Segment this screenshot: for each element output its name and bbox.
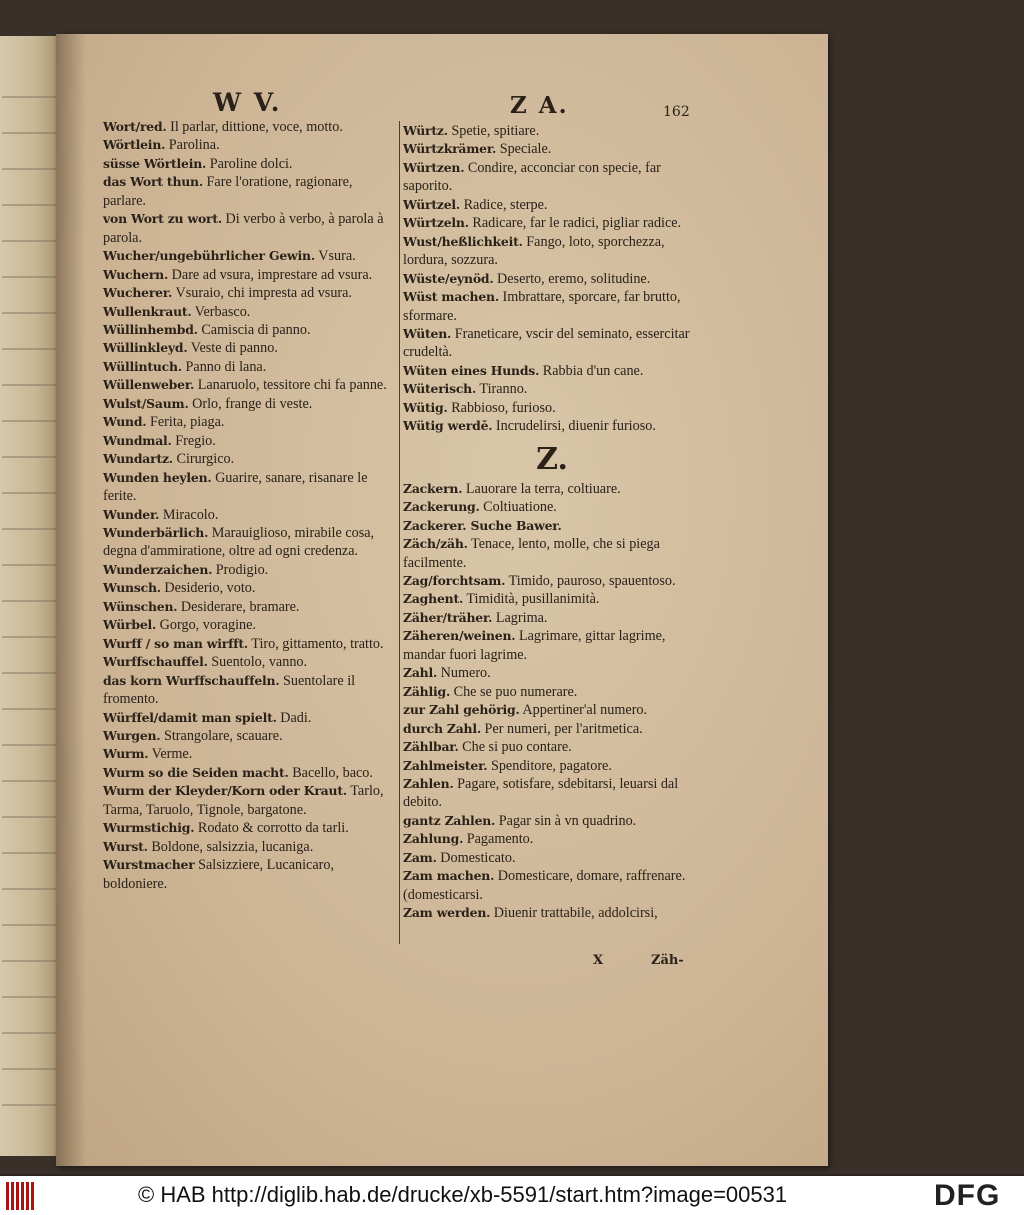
dictionary-entry xyxy=(103,561,395,579)
entry-translation: Verbasco. xyxy=(191,303,251,320)
entry-translation: Lagrimare, gittar lagrime, mandar fuori lagrime. xyxy=(403,628,666,663)
ghost-text-line xyxy=(2,384,58,394)
entry-headword: Wust/heßlichkeit. xyxy=(403,233,523,249)
entry-translation: Paroline dolci. xyxy=(206,155,293,172)
dictionary-entry xyxy=(403,701,701,719)
ghost-text-line xyxy=(2,996,58,1006)
entry-translation: Pagar sin à vn quadrino. xyxy=(495,812,637,829)
dictionary-entry xyxy=(403,572,701,590)
ghost-text-line xyxy=(2,1104,58,1114)
entry-translation: Che si puo contare. xyxy=(458,739,572,756)
dictionary-entry xyxy=(403,757,701,775)
entry-translation: Domesticato. xyxy=(436,849,516,866)
ghost-text-line xyxy=(2,456,58,466)
catchword: Zäh- xyxy=(651,953,684,968)
entry-translation: Desiderio, voto. xyxy=(160,580,256,597)
ghost-text-line xyxy=(2,564,58,574)
entry-headword: Wüst machen. xyxy=(403,289,499,305)
entry-headword: Wüllenweber. xyxy=(103,377,195,393)
ghost-text-line xyxy=(2,204,58,214)
entry-translation: Franeticare, vscir del seminato, essercitar crudeltà. xyxy=(403,325,690,361)
dfg-logo: DFG xyxy=(934,1179,1001,1212)
entry-headword: Wüllinkleyd. xyxy=(103,340,188,356)
right-column-z-entries xyxy=(403,480,701,923)
entry-headword: Würtzel. xyxy=(403,196,461,212)
entry-headword: Wort/red. xyxy=(103,119,167,134)
entry-headword: Wund. xyxy=(103,414,147,430)
entry-headword: Wunder. xyxy=(103,506,160,522)
entry-headword: Würffel/damit man spielt. xyxy=(103,709,277,725)
ghost-text-line xyxy=(2,960,58,970)
entry-translation: Suentolo, vanno. xyxy=(207,654,308,671)
ghost-text-line xyxy=(2,96,58,106)
entry-headword: Würtzkrämer. xyxy=(403,141,497,157)
dictionary-entry xyxy=(403,849,701,867)
footer-bar xyxy=(0,1176,1024,1215)
entry-headword: Zackerer. Suche Bawer. xyxy=(403,517,562,533)
entry-translation: Coltiuatione. xyxy=(479,499,557,516)
dictionary-entry xyxy=(403,214,701,232)
entry-translation: Prodigio. xyxy=(212,561,269,578)
entry-translation: Diuenir trattabile, addolcirsi, xyxy=(490,905,658,922)
entry-headword: Zahlen. xyxy=(403,775,454,791)
entry-translation: Pagamento. xyxy=(463,831,534,848)
entry-headword: Zählbar. xyxy=(403,739,459,755)
dictionary-entry xyxy=(103,432,395,450)
dictionary-entry xyxy=(103,672,395,709)
entry-translation: Tiro, gittamento, tratto. xyxy=(247,635,384,652)
signature-mark: X xyxy=(593,953,604,968)
entry-headword: Würbel. xyxy=(103,617,157,633)
dictionary-entry xyxy=(403,399,701,417)
dictionary-entry xyxy=(103,653,395,671)
ghost-text-line xyxy=(2,636,58,646)
entry-headword: Wüten eines Hunds. xyxy=(403,362,540,378)
entry-translation: Gorgo, voragine. xyxy=(156,617,256,634)
dictionary-entry xyxy=(103,524,395,561)
hab-logo-icon xyxy=(6,1182,36,1210)
entry-headword: Wüste/eynöd. xyxy=(403,270,494,286)
dictionary-entry xyxy=(403,535,701,572)
dictionary-entry xyxy=(103,413,395,431)
running-head-right: Z A. xyxy=(510,92,569,119)
dictionary-entry xyxy=(103,173,395,210)
entry-translation: Verme. xyxy=(148,746,193,763)
entry-translation: Tarlo, Tarma, Taruolo, Tignole, bargatone. xyxy=(103,783,384,818)
entry-translation: Di verbo à verbo, à parola à parola. xyxy=(103,211,384,246)
dictionary-entry xyxy=(103,395,395,413)
dictionary-entry xyxy=(103,616,395,634)
entry-headword: Wurstmacher xyxy=(103,857,195,873)
entry-headword: Wurm. xyxy=(103,746,149,762)
entry-headword: Zag/forchtsam. xyxy=(403,572,506,588)
entry-headword: gantz Zahlen. xyxy=(403,812,496,828)
entry-headword: Wurm der Kleyder/Korn oder Kraut. xyxy=(103,783,347,799)
entry-translation: Appertiner'al numero. xyxy=(519,702,648,719)
entry-headword: süsse Wörtlein. xyxy=(103,155,207,171)
entry-translation: Dadi. xyxy=(276,709,312,726)
dictionary-entry xyxy=(103,376,395,394)
entry-translation: Lagrima. xyxy=(492,609,548,626)
entry-headword: Wüllintuch. xyxy=(103,358,182,374)
entry-headword: Zackern. xyxy=(403,480,463,496)
entry-headword: Wullenkraut. xyxy=(103,303,192,319)
ghost-text-line xyxy=(2,924,58,934)
dictionary-entry xyxy=(403,664,701,682)
ghost-text-line xyxy=(2,708,58,718)
entry-headword: Zahlung. xyxy=(403,831,464,847)
entry-translation: Ferita, piaga. xyxy=(146,414,225,431)
entry-headword: das korn Wurffschauffeln. xyxy=(103,672,280,688)
column-rule xyxy=(399,121,400,944)
ghost-text-line xyxy=(2,852,58,862)
entry-translation: Per numeri, per l'aritmetica. xyxy=(480,720,643,737)
entry-headword: Würtzeln. xyxy=(403,215,469,231)
dictionary-entry xyxy=(403,325,701,362)
dictionary-entry xyxy=(403,867,701,904)
entry-headword: Wurgen. xyxy=(103,727,161,743)
entry-headword: Wunderzaichen. xyxy=(103,561,213,577)
dictionary-entry xyxy=(103,782,395,819)
entry-headword: Würtzen. xyxy=(403,159,465,175)
entry-headword: Wurst. xyxy=(103,838,148,854)
entry-translation: Tenace, lento, molle, che si piega facilmente. xyxy=(403,536,660,571)
entry-translation: Dare ad vsura, imprestare ad vsura. xyxy=(168,266,373,283)
dictionary-entry xyxy=(403,627,701,664)
entry-headword: Zäch/zäh. xyxy=(403,536,468,552)
entry-headword: Wunderbärlich. xyxy=(103,524,209,540)
entry-headword: Zam. xyxy=(403,849,437,865)
dictionary-entry xyxy=(403,904,701,922)
dictionary-entry xyxy=(103,838,395,856)
ghost-text-line xyxy=(2,348,58,358)
dictionary-entry xyxy=(403,720,701,738)
entry-translation: Speciale. xyxy=(496,141,552,158)
entry-headword: Zackerung. xyxy=(403,499,480,515)
ghost-text-line xyxy=(2,780,58,790)
entry-headword: zur Zahl gehörig. xyxy=(403,702,520,718)
ghost-text-line xyxy=(2,888,58,898)
dictionary-entry xyxy=(103,210,395,247)
entry-headword: Zahlmeister. xyxy=(403,757,488,773)
ghost-text-line xyxy=(2,276,58,286)
entry-headword: Wörtlein. xyxy=(103,137,166,153)
dictionary-entry xyxy=(103,856,395,893)
dictionary-entry xyxy=(103,339,395,357)
dictionary-entry xyxy=(103,579,395,597)
dictionary-entry xyxy=(403,480,701,498)
entry-headword: Zäher/träher. xyxy=(403,609,493,625)
entry-translation: Marauiglioso, mirabile cosa, degna d'ammiratione, oltre ad ogni credenza. xyxy=(103,524,375,560)
entry-translation: Strangolare, scauare. xyxy=(160,727,283,744)
dictionary-entry xyxy=(403,498,701,516)
entry-headword: Wucherer. xyxy=(103,285,173,301)
entry-headword: Zam werden. xyxy=(403,905,491,921)
entry-headword: das Wort thun. xyxy=(103,174,203,190)
logo-stripe xyxy=(31,1182,34,1210)
dictionary-entry xyxy=(403,140,701,158)
entry-translation: Cirurgico. xyxy=(172,451,235,468)
dictionary-entry xyxy=(103,358,395,376)
entry-translation: Pagare, sotisfare, sdebitarsi, leuarsi dal debito. xyxy=(403,775,679,811)
entry-headword: Wucher/ungebührlicher Gewin. xyxy=(103,248,315,264)
entry-headword: Wurff / so man wirfft. xyxy=(103,635,248,651)
entry-translation: Orlo, frange di veste. xyxy=(188,395,313,412)
entry-headword: Zahl. xyxy=(403,665,438,681)
entry-translation: Rabbioso, furioso. xyxy=(447,399,556,416)
entry-translation: Numero. xyxy=(437,665,491,682)
entry-translation: Spenditore, pagatore. xyxy=(487,757,612,774)
dictionary-entry xyxy=(103,506,395,524)
entry-translation: Boldone, salsizzia, lucaniga. xyxy=(147,838,314,855)
dictionary-entry xyxy=(103,819,395,837)
ghost-text-line xyxy=(2,672,58,682)
page-number: 162 xyxy=(663,104,690,120)
logo-stripe xyxy=(21,1182,24,1210)
entry-translation: Rabbia d'un cane. xyxy=(539,362,644,379)
entry-headword: Wüterisch. xyxy=(403,381,477,397)
dictionary-entry xyxy=(403,270,701,288)
logo-stripe xyxy=(16,1182,19,1210)
ghost-text-line xyxy=(2,1032,58,1042)
dictionary-entry xyxy=(103,745,395,763)
entry-headword: Wundartz. xyxy=(103,451,173,467)
dictionary-entry xyxy=(403,590,701,608)
dictionary-entry xyxy=(103,247,395,265)
dictionary-entry xyxy=(403,362,701,380)
entry-translation: Timido, pauroso, spauentoso. xyxy=(505,572,676,589)
entry-translation: Camiscia di panno. xyxy=(197,321,311,338)
ghost-text-line xyxy=(2,528,58,538)
dictionary-entry xyxy=(103,727,395,745)
dictionary-entry xyxy=(103,118,395,136)
dictionary-entry xyxy=(403,609,701,627)
footer-copyright-link[interactable]: © HAB http://diglib.hab.de/drucke/xb-5591/start.htm?image=00531 xyxy=(138,1182,788,1207)
entry-translation: Desiderare, bramare. xyxy=(177,598,300,615)
dictionary-entry xyxy=(103,155,395,173)
entry-translation: Radice, sterpe. xyxy=(460,196,548,213)
entry-translation: Panno di lana. xyxy=(181,358,267,375)
entry-headword: Wüllinhembd. xyxy=(103,321,198,337)
entry-headword: Würtz. xyxy=(403,123,448,138)
entry-headword: von Wort zu wort. xyxy=(103,211,222,227)
entry-translation: Timidità, pusillanimità. xyxy=(463,591,600,608)
ghost-text-line xyxy=(2,600,58,610)
entry-headword: Wünschen. xyxy=(103,598,178,614)
entry-headword: Zam machen. xyxy=(403,868,495,884)
entry-headword: Wunsch. xyxy=(103,580,161,596)
entry-translation: Bacello, baco. xyxy=(288,764,373,781)
entry-headword: Wunden heylen. xyxy=(103,469,212,485)
dictionary-entry xyxy=(403,380,701,398)
dictionary-entry xyxy=(103,469,395,506)
entry-translation: Il parlar, dittione, voce, motto. xyxy=(166,119,343,135)
entry-translation: Vsuraio, chi impresta ad vsura. xyxy=(172,285,352,302)
dictionary-entry xyxy=(403,683,701,701)
ghost-text-line xyxy=(2,420,58,430)
dictionary-entry xyxy=(103,635,395,653)
ghost-text-line xyxy=(2,168,58,178)
dictionary-entry xyxy=(403,812,701,830)
entry-headword: Wulst/Saum. xyxy=(103,395,189,411)
dictionary-entry xyxy=(103,764,395,782)
entry-translation: Domesticare, domare, raffrenare. (domesticarsi. xyxy=(403,868,686,903)
entry-headword: Wundmal. xyxy=(103,432,172,448)
entry-headword: Wurm so die Seiden macht. xyxy=(103,764,289,780)
ghost-text-line xyxy=(2,1068,58,1078)
entry-headword: Zaghent. xyxy=(403,591,464,607)
dictionary-entry xyxy=(103,321,395,339)
entry-translation: Suentolare il fromento. xyxy=(103,672,356,708)
entry-headword: Zäheren/weinen. xyxy=(403,628,516,644)
left-column xyxy=(103,118,395,893)
dictionary-entry xyxy=(403,159,701,196)
dictionary-entry xyxy=(403,196,701,214)
running-head-left: W V. xyxy=(213,88,282,117)
dictionary-entry xyxy=(103,136,395,154)
entry-translation: Imbrattare, sporcare, far brutto, sformare. xyxy=(403,289,681,324)
ghost-text-line xyxy=(2,816,58,826)
entry-translation: Fango, loto, sporchezza, lordura, sozzura. xyxy=(403,233,665,269)
ghost-text-line xyxy=(2,132,58,142)
dictionary-entry xyxy=(403,775,701,812)
page-gutter-shadow xyxy=(56,34,86,1166)
entry-headword: Wüten. xyxy=(403,325,452,341)
entry-translation: Veste di panno. xyxy=(187,340,278,357)
ghost-text-line xyxy=(2,240,58,250)
dictionary-entry xyxy=(103,266,395,284)
dictionary-entry xyxy=(403,233,701,270)
entry-translation: Incrudelirsi, diuenir furioso. xyxy=(492,418,656,435)
entry-translation: Guarire, sanare, risanare le ferite. xyxy=(103,469,368,505)
entry-headword: Wurffschauffel. xyxy=(103,654,208,670)
dictionary-entry xyxy=(103,284,395,302)
logo-stripe xyxy=(11,1182,14,1210)
dictionary-entry xyxy=(103,598,395,616)
entry-headword: Wütig werdē. xyxy=(403,418,493,434)
logo-stripe xyxy=(6,1182,9,1210)
entry-headword: Wurmstichig. xyxy=(103,820,195,836)
entry-translation: Parolina. xyxy=(165,137,220,154)
dictionary-entry xyxy=(403,830,701,848)
entry-translation: Vsura. xyxy=(314,248,356,265)
entry-headword: Wuchern. xyxy=(103,266,169,282)
dictionary-entry xyxy=(103,709,395,727)
entry-translation: Lauorare la terra, coltiuare. xyxy=(462,480,621,497)
right-column-w-entries xyxy=(403,122,701,436)
entry-translation: Deserto, eremo, solitudine. xyxy=(493,270,651,287)
entry-translation: Miracolo. xyxy=(159,506,219,523)
previous-page-edge xyxy=(0,36,62,1156)
section-letter-heading: Z. xyxy=(536,441,568,477)
ghost-text-line xyxy=(2,744,58,754)
entry-translation: Rodato & corrotto da tarli. xyxy=(194,820,349,837)
dictionary-entry xyxy=(403,417,701,435)
entry-translation: Lanaruolo, tessitore chi fa panne. xyxy=(194,377,387,394)
dictionary-entry xyxy=(103,450,395,468)
ghost-text-line xyxy=(2,492,58,502)
logo-stripe xyxy=(26,1182,29,1210)
entry-headword: durch Zahl. xyxy=(403,720,481,736)
ghost-text-line xyxy=(2,312,58,322)
dictionary-entry xyxy=(403,517,701,535)
entry-translation: Fare l'oratione, ragionare, parlare. xyxy=(103,174,353,209)
entry-translation: Radicare, far le radici, pigliar radice. xyxy=(468,215,682,232)
entry-translation: Spetie, spitiare. xyxy=(447,123,540,139)
right-column xyxy=(403,122,701,923)
entry-translation: Tiranno. xyxy=(476,381,528,398)
dictionary-entry xyxy=(103,303,395,321)
entry-translation: Condire, acconciar con specie, far saporito. xyxy=(403,159,661,195)
entry-translation: Salsizziere, Lucanicaro, boldoniere. xyxy=(103,857,334,892)
dictionary-entry xyxy=(403,288,701,325)
dictionary-entry xyxy=(403,122,701,140)
entry-headword: Zählig. xyxy=(403,683,451,699)
entry-translation: Che se puo numerare. xyxy=(450,683,578,700)
entry-translation: Fregio. xyxy=(171,432,216,449)
entry-headword: Wütig. xyxy=(403,399,448,415)
dictionary-entry xyxy=(403,738,701,756)
